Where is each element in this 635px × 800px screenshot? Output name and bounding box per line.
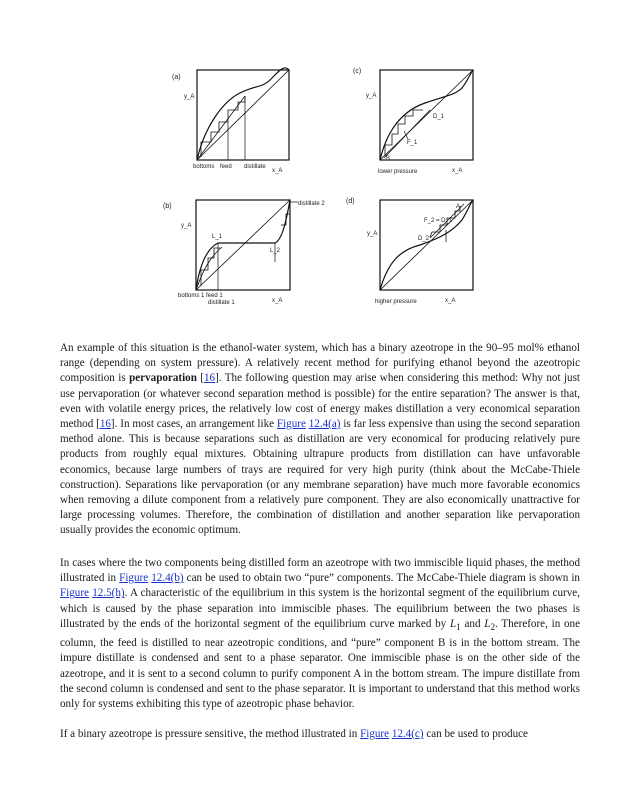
pervaporation-term: pervaporation [129,372,197,385]
panel-c-d1-label: D_1 [433,114,445,120]
panel-d-a-label: A [456,204,461,210]
p2-text-2: can be used to obtain two “pure” components. The McCabe-Thiele diagram is shown in [183,572,580,585]
l2-subscript: 2 [490,623,496,634]
panel-b-diagram [196,200,298,290]
l1-variable: L [449,617,457,630]
figure-link-word-3[interactable]: Figure [60,587,89,600]
panel-b-l2-label: L_2 [270,248,281,254]
panel-a-y-axis-label: y_A [184,94,195,100]
panel-b-distillate2-label: distillate 2 [298,201,325,207]
figure-link-word-2[interactable]: Figure [119,572,149,585]
panel-d-f2-label: F_2 = D_1 [424,218,453,224]
panel-a-label: (a) [172,74,181,81]
paragraph-pressure-sensitive [60,727,580,742]
panel-d-pressure-label: higher pressure [375,299,417,305]
p1-text-5: is far less expensive than using the second separation method alone. This is because separations such as distillation are very economical for producing relatively pure products from roughly equal mixtures. Obtaining ultrapure products from distillation can have unfavorable economics, because large numbers of trays are required for very high purity (think about the McCabe-Thiele construction). Separations like pervaporation (or any membrane separation) have much more favorable economics when removing a dilute component from a relatively pure component. They are also economically unattractive for large processing volumes. Therefore, the combination of distillation and another separation like pervaporation usually provides the economic optimum. [60,418,580,537]
azeotrope-figure [0,0,635,330]
panel-d-label: (d) [346,198,355,205]
panel-b-distillate1-label: distillate 1 [208,300,235,306]
figure-12-4c-link[interactable]: 12.4(c) [391,728,424,740]
p1-text-1: An example of this situation is the ethanol-water system, which has a binary azeotrope in the 90–95 mol% ethanol range (depending on system pressure). A relatively recent method for purifying ethanol beyond the azeotropic composition is [60,342,580,385]
reference-16-link[interactable]: 16 [203,372,216,385]
paragraph-ethanol-water [60,341,580,539]
p3-text-1: If a binary azeotrope is pressure sensitive, the method illustrated in [60,728,361,740]
panel-b-x-axis-label: x_A [272,298,283,304]
panel-c-diagram [380,70,473,160]
p2-text-3: . A characteristic of the equilibrium in this system is the horizontal segment of the equilibrium curve, which is caused by the phase separation into immiscible phases. The equilibrium between the two phases is illustrated by the ends of the horizontal segment of the equilibrium curve marked by [60,587,580,630]
panel-b-l1-label: L_1 [212,234,223,240]
panel-c-label: (c) [353,68,362,75]
panel-a-feed-label: feed [220,164,232,170]
panel-a-bottoms-label: bottoms [193,164,215,170]
figure-12-5h-link[interactable]: 12.5(h) [92,587,125,600]
p2-text-4: and [460,617,485,630]
p1-text-3: ]. The following question may arise when considering this method: Why not just use pervaporation (or whatever second separation method is possible) for the entire separation? The answer is that, even with volatile energy prices, the relatively low cost of energy makes distillation a very economical separation method [ [60,372,580,431]
panel-c-b-label: B [386,156,391,162]
paragraph-immiscible-azeotrope [60,556,580,712]
l1-subscript: 1 [456,623,461,634]
figure-12-4a-link[interactable]: 12.4(a) [308,418,341,431]
figure-12-4b-link[interactable]: 12.4(b) [151,572,184,585]
l2-variable: L [484,617,491,630]
panel-a-x-axis-label: x_A [272,168,283,174]
panel-c-y-axis-label: y_A [366,93,377,99]
panel-b-bottoms-feed-label: bottoms 1 feed 1 [178,293,223,299]
panel-d-y-axis-label: y_A [367,231,378,237]
panel-b-label: (b) [163,203,172,210]
panel-c-f1-label: F_1 [407,140,418,146]
p2-text-1: In cases where the two components being distilled form an azeotrope with two immiscible liquid phases, the method illustrated in [60,557,580,585]
figure-link-word[interactable]: Figure [276,418,306,431]
p1-text-4: ]. In most cases, an arrangement like [110,418,277,431]
p2-text-5: . Therefore, in one column, the feed is distilled to near azeotropic conditions, and “pure” component B is in the bottom stream. The impure distillate is condensed and sent to a phase separator. One immiscible phase is on the other side of the azeotrope, and it is sent to a second column to purify component A in the bottom stream. The impure distillate from the second column is condensed and sent to the phase separator. It is important to understand that this method works only for systems exhibiting this type of azeotropic phase behavior. [60,617,580,711]
panel-a-distillate-label: distillate [244,164,266,170]
p3-text-2: can be used to produce [423,728,528,740]
figure-link-word-4[interactable]: Figure [360,728,390,740]
panel-b-y-axis-label: y_A [181,223,192,229]
reference-16-link-2[interactable]: 16 [99,418,111,431]
panel-d-d2-label: D_2 [418,236,430,242]
panel-d-x-axis-label: x_A [445,298,456,304]
p1-text-2: [ [196,372,204,385]
panel-c-x-axis-label: x_A [452,168,463,174]
panel-c-pressure-label: lower pressure [378,169,418,175]
panel-d-diagram [380,200,473,290]
panel-a-diagram [197,68,289,160]
